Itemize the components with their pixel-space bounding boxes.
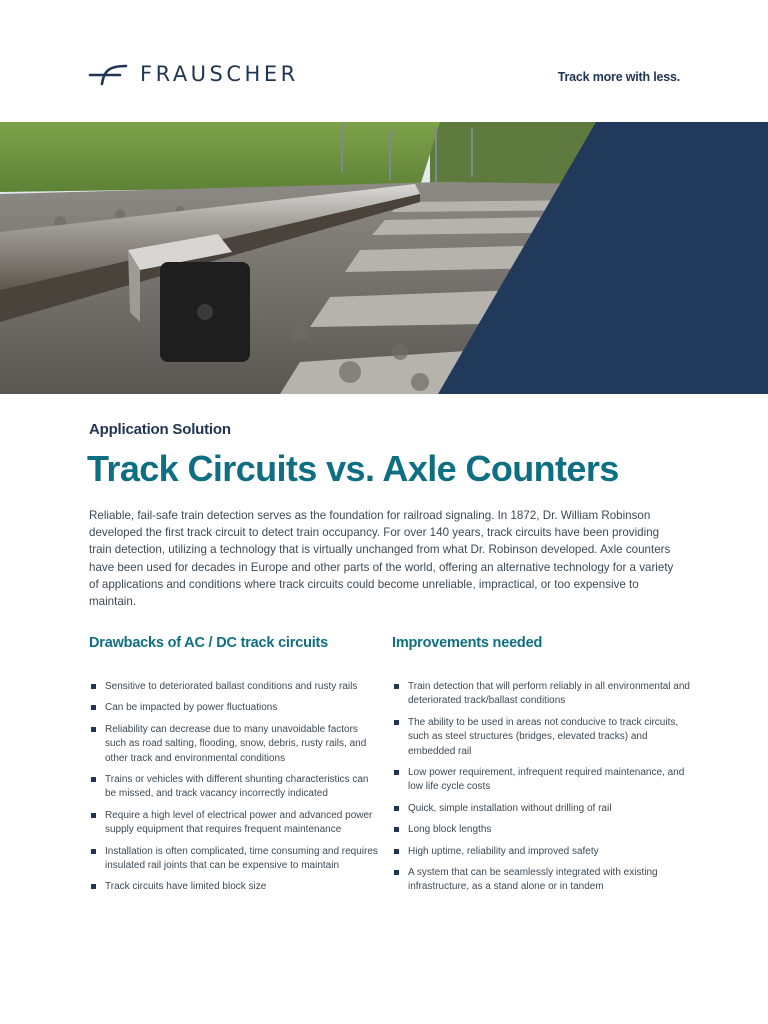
- list-item: [392, 766, 692, 795]
- intro-paragraph: Reliable, fail-safe train detection serves as the foundation for railroad signaling. In 1872, Dr. William Robinson developed the first track circuit to detect train occupancy. For over 140 years, track circuits have been providing train detection, utilizing a technology that is virtually unchanged from what Dr. Robinson developed. Axle counters have been used for decades in Europe and other parts of the world, offering an alternative technology for a variety of applications and conditions where track circuits could become unreliable, impractical, or too expensive to maintain.: [89, 509, 674, 609]
- page-title: Track Circuits vs. Axle Counters: [87, 448, 619, 489]
- frauscher-logo: [88, 62, 299, 86]
- hero-image: [0, 122, 768, 394]
- improvements-section: [392, 632, 692, 902]
- list-item-text: Trains or vehicles with different shunting characteristics can be missed, and track vacancy incorrectly indicated: [105, 774, 369, 800]
- list-item: [392, 866, 692, 895]
- list-item-text: Can be impacted by power fluctuations: [105, 702, 278, 714]
- list-item: [89, 845, 381, 874]
- square-bullet-icon: [394, 684, 399, 689]
- square-bullet-icon: [394, 720, 399, 725]
- list-item-text: Installation is often complicated, time consuming and requires insulated rail joints that can be expensive to maintain: [105, 845, 378, 872]
- list-item: [392, 845, 692, 859]
- tagline: Track more with less.: [557, 70, 680, 84]
- square-bullet-icon: [394, 849, 399, 854]
- square-bullet-icon: [91, 727, 96, 732]
- list-item: [89, 701, 381, 715]
- square-bullet-icon: [394, 770, 399, 775]
- list-item-text: Train detection that will perform reliably in all environmental and deteriorated track/ballast conditions: [408, 681, 690, 707]
- list-item-text: The ability to be used in areas not conducive to track circuits, such as steel structures (bridges, elevated tracks) and embedded rail: [408, 716, 679, 757]
- list-item: [392, 680, 692, 709]
- square-bullet-icon: [91, 849, 96, 854]
- square-bullet-icon: [394, 870, 399, 875]
- section-kicker: Application Solution: [89, 421, 231, 438]
- list-item-text: A system that can be seamlessly integrated with existing infrastructure, as a stand alone or in tandem: [408, 867, 658, 893]
- list-item: [89, 809, 381, 838]
- square-bullet-icon: [91, 705, 96, 710]
- list-item-text: High uptime, reliability and improved safety: [408, 845, 599, 857]
- square-bullet-icon: [91, 777, 96, 782]
- improvements-list: [392, 680, 692, 895]
- list-item: [89, 880, 381, 894]
- list-item-text: Quick, simple installation without drilling of rail: [408, 802, 612, 814]
- list-item: [89, 680, 381, 694]
- drawbacks-section: [89, 632, 381, 902]
- railway-track-photo-icon: [0, 122, 768, 394]
- list-item-text: Reliability can decrease due to many unavoidable factors such as road salting, flooding, snow, debris, rusty rails, and other track and environmental conditions: [105, 723, 367, 764]
- list-item-text: Track circuits have limited block size: [105, 881, 267, 893]
- list-item: [392, 802, 692, 816]
- square-bullet-icon: [91, 813, 96, 818]
- drawbacks-list: [89, 680, 381, 895]
- improvements-heading: Improvements needed: [392, 635, 543, 651]
- square-bullet-icon: [394, 827, 399, 832]
- list-item: [392, 716, 692, 759]
- list-item: [89, 773, 381, 802]
- square-bullet-icon: [394, 806, 399, 811]
- list-item-text: Long block lengths: [408, 824, 492, 836]
- list-item-text: Require a high level of electrical power and advanced power supply equipment that requires frequent maintenance: [105, 809, 373, 836]
- page-header: [0, 0, 768, 122]
- list-item-text: Low power requirement, infrequent required maintenance, and low life cycle costs: [408, 767, 685, 793]
- brand-name: FRAUSCHER: [140, 62, 299, 86]
- drawbacks-heading: Drawbacks of AC / DC track circuits: [89, 635, 329, 651]
- list-item: [392, 823, 692, 837]
- frauscher-logo-icon: [88, 62, 128, 86]
- square-bullet-icon: [91, 684, 96, 689]
- list-item-text: Sensitive to deteriorated ballast conditions and rusty rails: [105, 681, 358, 692]
- list-item: [89, 723, 381, 766]
- square-bullet-icon: [91, 884, 96, 889]
